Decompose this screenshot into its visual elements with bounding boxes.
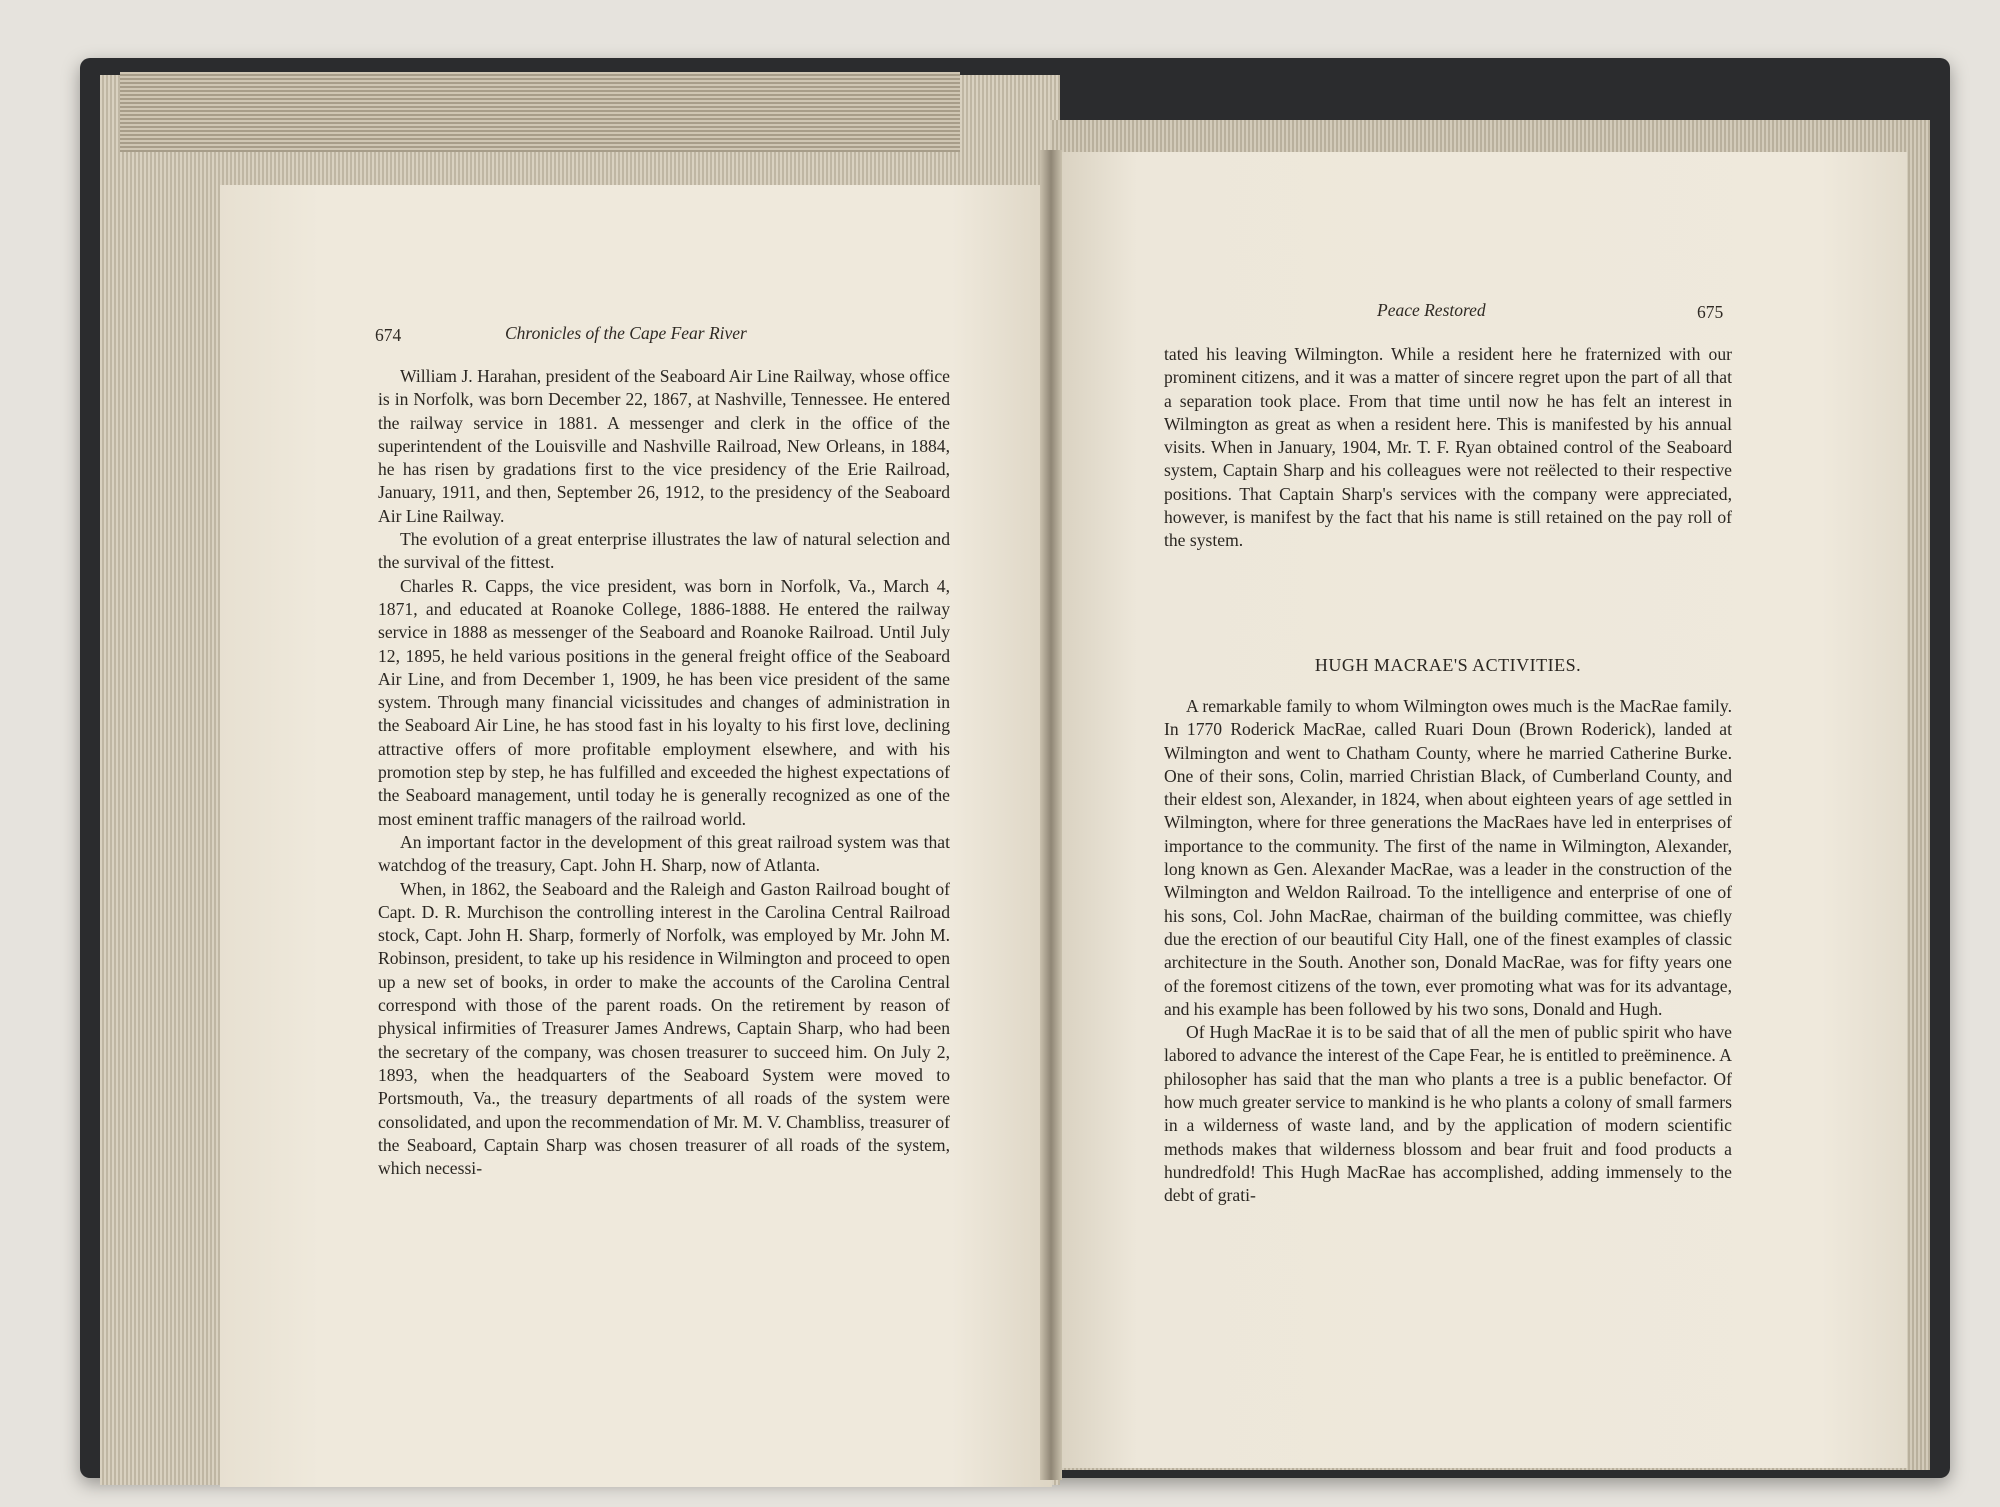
book-gutter — [1040, 150, 1062, 1480]
right-page-number: 675 — [1697, 302, 1724, 322]
right-running-title: Peace Restored — [1377, 300, 1486, 320]
paragraph: The evolution of a great enterprise illustrates the law of natural selection and the survival of the fittest. — [378, 529, 950, 573]
right-text-column-bottom — [1164, 695, 1732, 1208]
paragraph: tated his leaving Wilmington. While a resident here he fraternized with our prominent citizens, and it was a matter of sincere regret upon the part of all that a separation took place. From that time until now he has felt an interest in Wilmington as great as when a resident here. This is manifested by his annual visits. When in January, 1904, Mr. T. F. Ryan obtained control of the Seaboard system, Captain Sharp and his colleagues were not reëlected to their respective positions. That Captain Sharp's services with the company were appreciated, however, is manifest by the fact that his name is still retained on the pay roll of the system. — [1164, 344, 1732, 551]
top-page-edges — [120, 72, 960, 152]
paragraph: A remarkable family to whom Wilmington owes much is the MacRae family. In 1770 Roderick MacRae, called Ruari Doun (Brown Roderick), landed at Wilmington and went to Chatham County, where he married Catherine Burke. One of their sons, Colin, married Christian Black, of Cumberland County, and their eldest son, Alexander, in 1824, when about eighteen years of age settled in Wilmington, where for three generations the MacRaes have led in enterprises of importance to the community. The first of the name in Wilmington, Alexander, long known as Gen. Alexander MacRae, was a leader in the construction of the Wilmington and Weldon Railroad. To the intelligence and enterprise of one of his sons, Col. John MacRae, chairman of the building committee, was chiefly due the erection of our beautiful City Hall, one of the finest examples of classic architecture in the South. Another son, Donald MacRae, was for fifty years one of the foremost citizens of the town, ever promoting what was for its advantage, and his example has been followed by his two sons, Donald and Hugh. — [1164, 696, 1732, 1019]
section-heading: HUGH MACRAE'S ACTIVITIES. — [1314, 655, 1582, 675]
paragraph: Charles R. Capps, the vice president, was born in Norfolk, Va., March 4, 1871, and educated at Roanoke College, 1886-1888. He entered the railway service in 1888 as messenger of the Seaboard and Roanoke Railroad. Until July 12, 1895, he held various positions in the general freight office of the Seaboard Air Line, and from December 1, 1909, he has been vice president of the same system. Through many financial vicissitudes and changes of administration in the Seaboard Air Line, he has stood fast in his loyalty to his first love, declining attractive offers of more profitable employment elsewhere, and with his promotion step by step, he has fulfilled and exceeded the highest expectations of the Seaboard management, until today he is generally recognized as one of the most eminent traffic managers of the railroad world. — [378, 575, 950, 829]
paragraph: An important factor in the development of this great railroad system was that watchdog of the treasury, Capt. John H. Sharp, now of Atlanta. — [378, 831, 950, 876]
paragraph: When, in 1862, the Seaboard and the Raleigh and Gaston Railroad bought of Capt. D. R. Murchison the controlling interest in the Carolina Central Railroad stock, Capt. John H. Sharp, formerly of Norfolk, was employed by Mr. John M. Robinson, president, to take up his residence in Wilmington and proceed to open up a new set of books, in order to make the accounts of the Carolina Central correspond with those of the parent roads. On the retirement by reason of physical infirmities of Treasurer James Andrews, Captain Sharp, who had been the secretary of the company, was chosen treasurer to succeed him. On July 2, 1893, when the headquarters of the Seaboard System were moved to Portsmouth, Va., the treasury departments of all roads of the system were consolidated, and upon the recommendation of Mr. M. V. Chambliss, treasurer of the Seaboard, Captain Sharp was chosen treasurer of all roads of the system, which necessi- — [378, 878, 950, 1179]
left-page-number: 674 — [375, 325, 402, 345]
left-running-title: Chronicles of the Cape Fear River — [505, 323, 747, 343]
paragraph: Of Hugh MacRae it is to be said that of all the men of public spirit who have labored to advance the interest of the Cape Fear, he is entitled to preëminence. A philosopher has said that the man who plants a tree is a public benefactor. Of how much greater service to mankind is he who plants a colony of small farmers in a wilderness of waste land, and by the application of modern scientific methods makes that wilderness blossom and bear fruit and food products a hundredfold! This Hugh MacRae has accomplished, adding immensely to the debt of grati- — [1164, 1022, 1732, 1206]
right-text-column-top — [1164, 343, 1732, 553]
left-text-column — [378, 365, 950, 1180]
paragraph: William J. Harahan, president of the Seaboard Air Line Railway, whose office is in Norfolk, was born December 22, 1867, at Nashville, Tennessee. He entered the railway service in 1881. A messenger and clerk in the office of the superintendent of the Louisville and Nashville Railroad, New Orleans, in 1884, he has risen by gradations first to the vice presidency of the Erie Railroad, January, 1911, and then, September 26, 1912, to the presidency of the Seaboard Air Line Railway. — [378, 366, 950, 526]
